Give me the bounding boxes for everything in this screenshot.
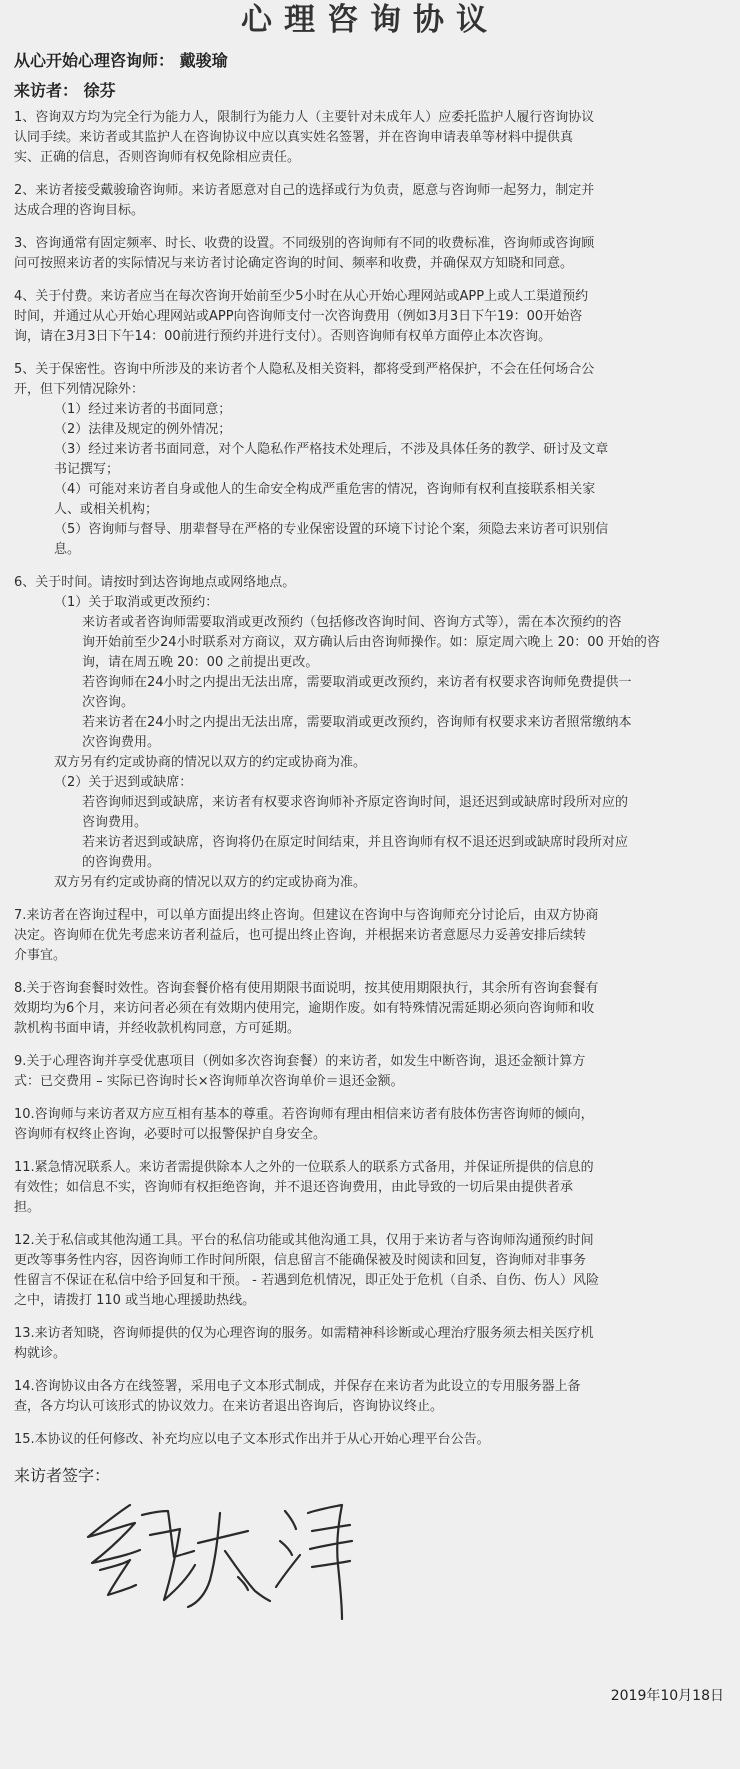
text-line: 次咨询费用。	[82, 735, 161, 750]
text-line: 式：已交费用 – 实际已咨询时长×咨询师单次咨询单价＝退还金额。	[14, 1074, 404, 1089]
clause-5-item-2: （2）法律及规定的例外情况；	[54, 422, 232, 437]
text-line: 介事宜。	[14, 948, 67, 963]
text-line: 达成合理的咨询目标。	[14, 203, 145, 218]
text-line: 来访者或者咨询师需要取消或更改预约（包括修改咨询时间、咨询方式等），需在本次预约的咨	[82, 615, 622, 630]
text-line: 担。	[14, 1200, 41, 1215]
clause-12	[14, 1231, 726, 1311]
clause-6-sub-2a	[14, 793, 726, 833]
text-line: 款机构书面申请，并经收款机构同意，方可延期。	[14, 1021, 301, 1036]
text-line: 次咨询。	[82, 695, 135, 710]
text-line: 构就诊。	[14, 1346, 67, 1361]
clause-5-item-5	[14, 520, 726, 560]
clause-5-intro	[14, 360, 726, 400]
text-line: 实、正确的信息，否则咨询师有权免除相应责任。	[14, 150, 301, 165]
text-line: 询，请在周五晚 20：00 之前提出更改。	[82, 655, 319, 670]
text-line: 若咨询师在24小时之内提出无法出席，需要取消或更改预约，来访者有权要求咨询师免费提供一	[82, 675, 632, 690]
text-line: （5）咨询师与督导、朋辈督导在严格的专业保密设置的环境下讨论个案，须隐去来访者可识别信	[54, 522, 609, 537]
text-line: 人、或相关机构；	[54, 502, 159, 517]
text-line: 5、关于保密性。咨询中所涉及的来访者个人隐私及相关资料，都将受到严格保护，不会在任何场合公	[14, 362, 595, 377]
text-line: 效期均为6个月，来访问者必须在有效期内使用完，逾期作废。如有特殊情况需延期必须向咨询师和收	[14, 1001, 595, 1016]
signature-label: 来访者签字：	[14, 1466, 111, 1485]
text-line: 询开始前至少24小时联系对方商议，双方确认后由咨询师操作。如：原定周六晚上 20：00 开始的咨	[82, 635, 660, 650]
clause-list	[14, 108, 726, 1450]
text-line: 询，请在3月3日下午14：00前进行预约并进行支付）。否则咨询师有权单方面停止本次咨询。	[14, 329, 552, 344]
text-line: 息。	[54, 542, 81, 557]
text-line: 7.来访者在咨询过程中，可以单方面提出终止咨询。但建议在咨询中与咨询师充分讨论后，由双方协商	[14, 908, 599, 923]
clause-15	[14, 1430, 726, 1450]
clause-2	[14, 181, 726, 221]
text-line: 2、来访者接受戴骏瑜咨询师。来访者愿意对自己的选择或行为负责，愿意与咨询师一起努力，制定并	[14, 183, 595, 198]
text-line: 9.关于心理咨询并享受优惠项目（例如多次咨询套餐）的来访者，如发生中断咨询，退还金额计算方	[14, 1054, 586, 1069]
text-line: 15.本协议的任何修改、补充均应以电子文本形式作出并于从心开始心理平台公告。	[14, 1432, 490, 1447]
text-line: 3、咨询通常有固定频率、时长、收费的设置。不同级别的咨询师有不同的收费标准，咨询师或咨询顾	[14, 236, 595, 251]
clause-5	[14, 360, 726, 560]
text-line: 查，各方均认可该形式的协议效力。在来访者退出咨询后，咨询协议终止。	[14, 1399, 444, 1414]
clause-6-intro: 6、关于时间。请按时到达咨询地点或网络地点。	[14, 575, 296, 590]
text-line: 开，但下列情况除外：	[14, 382, 145, 397]
clause-5-item-4	[14, 480, 726, 520]
page-title: 心理咨询协议	[241, 2, 499, 38]
text-line: 认同手续。来访者或其监护人在咨询协议中应以真实姓名签署，并在咨询申请表单等材料中提供真	[14, 130, 574, 145]
counselor-line: 从心开始心理咨询师： 戴骏瑜	[14, 51, 228, 70]
text-line: 14.咨询协议由各方在线签署，采用电子文本形式制成，并保存在来访者为此设立的专用服务器上备	[14, 1379, 581, 1394]
clause-6-sub-2c: 双方另有约定或协商的情况以双方的约定或协商为准。	[54, 875, 367, 890]
clause-13	[14, 1324, 726, 1364]
text-line: 书记撰写；	[54, 462, 120, 477]
clause-5-item-3	[14, 440, 726, 480]
clause-7	[14, 906, 726, 966]
clause-6-sub-1d: 双方另有约定或协商的情况以双方的约定或协商为准。	[54, 755, 367, 770]
handwritten-signature	[80, 1495, 410, 1625]
text-line: 10.咨询师与来访者双方应互相有基本的尊重。若咨询师有理由相信来访者有肢体伤害咨询师的倾向，	[14, 1107, 594, 1122]
text-line: 13.来访者知晓，咨询师提供的仅为心理咨询的服务。如需精神科诊断或心理治疗服务须去相关医疗机	[14, 1326, 594, 1341]
text-line: 11.紧急情况联系人。来访者需提供除本人之外的一位联系人的联系方式备用，并保证所提供的信息的	[14, 1160, 594, 1175]
clause-14	[14, 1377, 726, 1417]
clause-4	[14, 287, 726, 347]
clause-9	[14, 1052, 726, 1092]
text-line: 8.关于咨询套餐时效性。咨询套餐价格有使用期限书面说明，按其使用期限执行，其余所有咨询套餐有	[14, 981, 599, 996]
text-line: 的咨询费用。	[82, 855, 161, 870]
text-line: 更改等事务性内容，因咨询师工作时间所限，信息留言不能确保被及时阅读和回复，咨询师对非事务	[14, 1253, 587, 1268]
text-line: 问可按照来访者的实际情况与来访者讨论确定咨询的时间、频率和收费，并确保双方知晓和同意。	[14, 256, 574, 271]
clause-11	[14, 1158, 726, 1218]
text-line: 有效性；如信息不实，咨询师有权拒绝咨询，并不退还咨询费用，由此导致的一切后果由提供者承	[14, 1180, 574, 1195]
clause-5-item-1: （1）经过来访者的书面同意；	[54, 402, 232, 417]
text-line: （3）经过来访者书面同意，对个人隐私作严格技术处理后，不涉及具体任务的教学、研讨及文章	[54, 442, 609, 457]
text-line: 若来访者迟到或缺席，咨询将仍在原定时间结束，并且咨询师有权不退还迟到或缺席时段所对应	[82, 835, 629, 850]
text-line: 若来访者在24小时之内提出无法出席，需要取消或更改预约，咨询师有权要求来访者照常缴纳本	[82, 715, 632, 730]
text-line: 决定。咨询师在优先考虑来访者利益后，也可提出终止咨询，并根据来访者意愿尽力妥善安排后续转	[14, 928, 587, 943]
text-line: 之中，请拨打 110 或当地心理援助热线。	[14, 1293, 256, 1308]
text-line: 4、关于付费。来访者应当在每次咨询开始前至少5小时在从心开始心理网站或APP上或人工渠道预约	[14, 289, 589, 304]
clause-8	[14, 979, 726, 1039]
clause-6-sub-1b	[14, 673, 726, 713]
clause-6-sub-2: （2）关于迟到或缺席：	[54, 775, 193, 790]
clause-6-sub-2b	[14, 833, 726, 873]
text-line: 1、咨询双方均为完全行为能力人，限制行为能力人（主要针对未成年人）应委托监护人履行咨询协议	[14, 110, 595, 125]
text-line: 若咨询师迟到或缺席，来访者有权要求咨询师补齐原定咨询时间，退还迟到或缺席时段所对应的	[82, 795, 629, 810]
clause-6-sub-1a	[14, 613, 726, 673]
text-line: 时间，并通过从心开始心理网站或APP向咨询师支付一次咨询费用（例如3月3日下午19：00开始咨	[14, 309, 583, 324]
clause-3	[14, 234, 726, 274]
client-line: 来访者： 徐芬	[14, 81, 116, 100]
text-line: （4）可能对来访者自身或他人的生命安全构成严重危害的情况，咨询师有权利直接联系相关家	[54, 482, 596, 497]
text-line: 咨询费用。	[82, 815, 148, 830]
clause-1	[14, 108, 726, 168]
text-line: 咨询师有权终止咨询，必要时可以报警保护自身安全。	[14, 1127, 327, 1142]
text-line: 12.关于私信或其他沟通工具。平台的私信功能或其他沟通工具，仅用于来访者与咨询师沟通预约时间	[14, 1233, 594, 1248]
clause-10	[14, 1105, 726, 1145]
text-line: 性留言不保证在私信中给予回复和干预。 - 若遇到危机情况，即正处于危机（自杀、自伤、伤人）风险	[14, 1273, 599, 1288]
clause-6-sub-1c	[14, 713, 726, 753]
signing-date: 2019年10月18日	[610, 1688, 724, 1704]
clause-6-sub-1: （1）关于取消或更改预约：	[54, 595, 219, 610]
clause-6	[14, 573, 726, 893]
